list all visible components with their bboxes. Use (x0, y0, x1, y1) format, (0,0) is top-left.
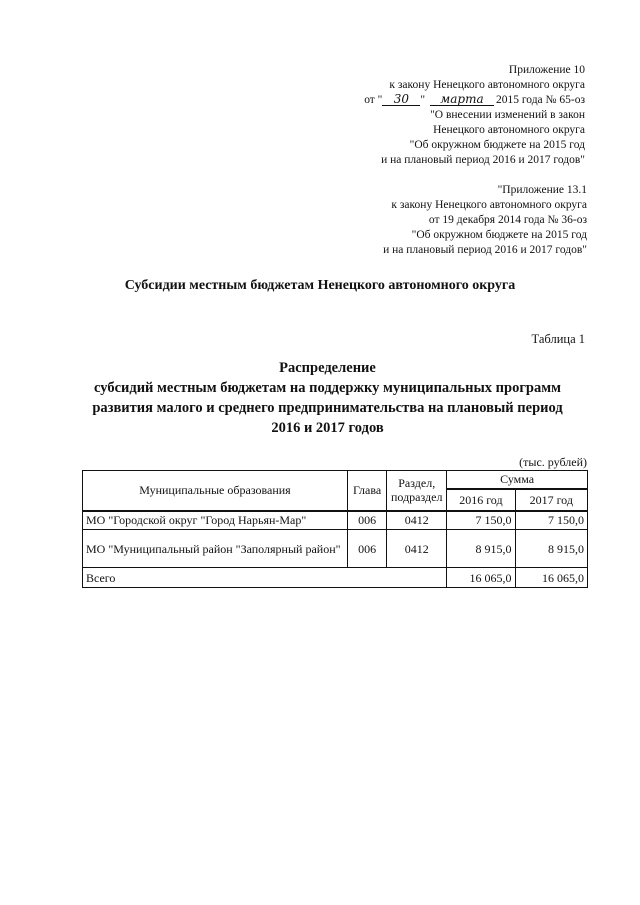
date-suffix: 2015 года № 65-оз (495, 94, 585, 106)
appendix-13-1-title: "Приложение 13.1 (497, 184, 587, 196)
units-label: (тыс. рублей) (519, 455, 587, 469)
row-section: 0412 (387, 530, 447, 568)
total-label: Всего (83, 568, 447, 588)
appendix-10-law: к закону Ненецкого автономного округа (389, 79, 585, 91)
document-title: Субсидии местным бюджетам Ненецкого автономного округа (124, 278, 516, 293)
header-sum: Сумма (447, 471, 588, 489)
heading-line-4: 2016 и 2017 годов (271, 420, 384, 436)
row-municipality: МО "Городской округ "Город Нарьян-Мар" (83, 511, 348, 530)
subsidy-table (82, 470, 588, 588)
appendix-10-line4: "О внесении изменений в закон (430, 109, 585, 121)
handwritten-month: марта (430, 93, 494, 106)
heading-line-2: субсидий местным бюджетам на поддержку муниципальных программ (94, 380, 561, 396)
appendix-10-line6: "Об окружном бюджете на 2015 год (409, 139, 585, 151)
row-section: 0412 (387, 511, 447, 530)
appendix-13-1-block (383, 183, 587, 258)
table-row (83, 530, 588, 568)
header-municipality: Муниципальные образования (83, 471, 348, 511)
table-number: Таблица 1 (531, 332, 585, 346)
appendix-10-block (364, 63, 585, 168)
row-2016: 7 150,0 (447, 511, 515, 530)
appendix-13-1-line5: и на плановый период 2016 и 2017 годов" (383, 244, 587, 256)
row-2017: 7 150,0 (515, 511, 587, 530)
total-row (83, 568, 588, 588)
heading-line-1: Распределение (279, 360, 376, 376)
header-year-2016: 2016 год (447, 489, 515, 511)
header-section: Раздел, подраздел (387, 471, 447, 511)
heading-line-3: развития малого и среднего предпринимательства на плановый период (92, 400, 563, 416)
header-chapter: Глава (347, 471, 386, 511)
row-2016: 8 915,0 (447, 530, 515, 568)
appendix-10-date-line (364, 93, 585, 108)
appendix-10-line7: и на плановый период 2016 и 2017 годов" (381, 154, 585, 166)
date-mid: " (420, 94, 426, 106)
row-2017: 8 915,0 (515, 530, 587, 568)
table-heading (60, 358, 595, 438)
appendix-13-1-line4: "Об окружном бюджете на 2015 год (411, 229, 587, 241)
table-row (83, 511, 588, 530)
appendix-10-title: Приложение 10 (508, 64, 585, 76)
appendix-13-1-law: к закону Ненецкого автономного округа (391, 199, 587, 211)
header-year-2017: 2017 год (515, 489, 587, 511)
date-prefix: от " (364, 94, 383, 106)
handwritten-day: 30 (382, 93, 420, 106)
row-chapter: 006 (347, 530, 386, 568)
appendix-10-line5: Ненецкого автономного округа (433, 124, 585, 136)
total-2017: 16 065,0 (515, 568, 587, 588)
total-2016: 16 065,0 (447, 568, 515, 588)
appendix-13-1-date: от 19 декабря 2014 года № 36-оз (428, 214, 587, 226)
row-chapter: 006 (347, 511, 386, 530)
row-municipality: МО "Муниципальный район "Заполярный район" (83, 530, 348, 568)
